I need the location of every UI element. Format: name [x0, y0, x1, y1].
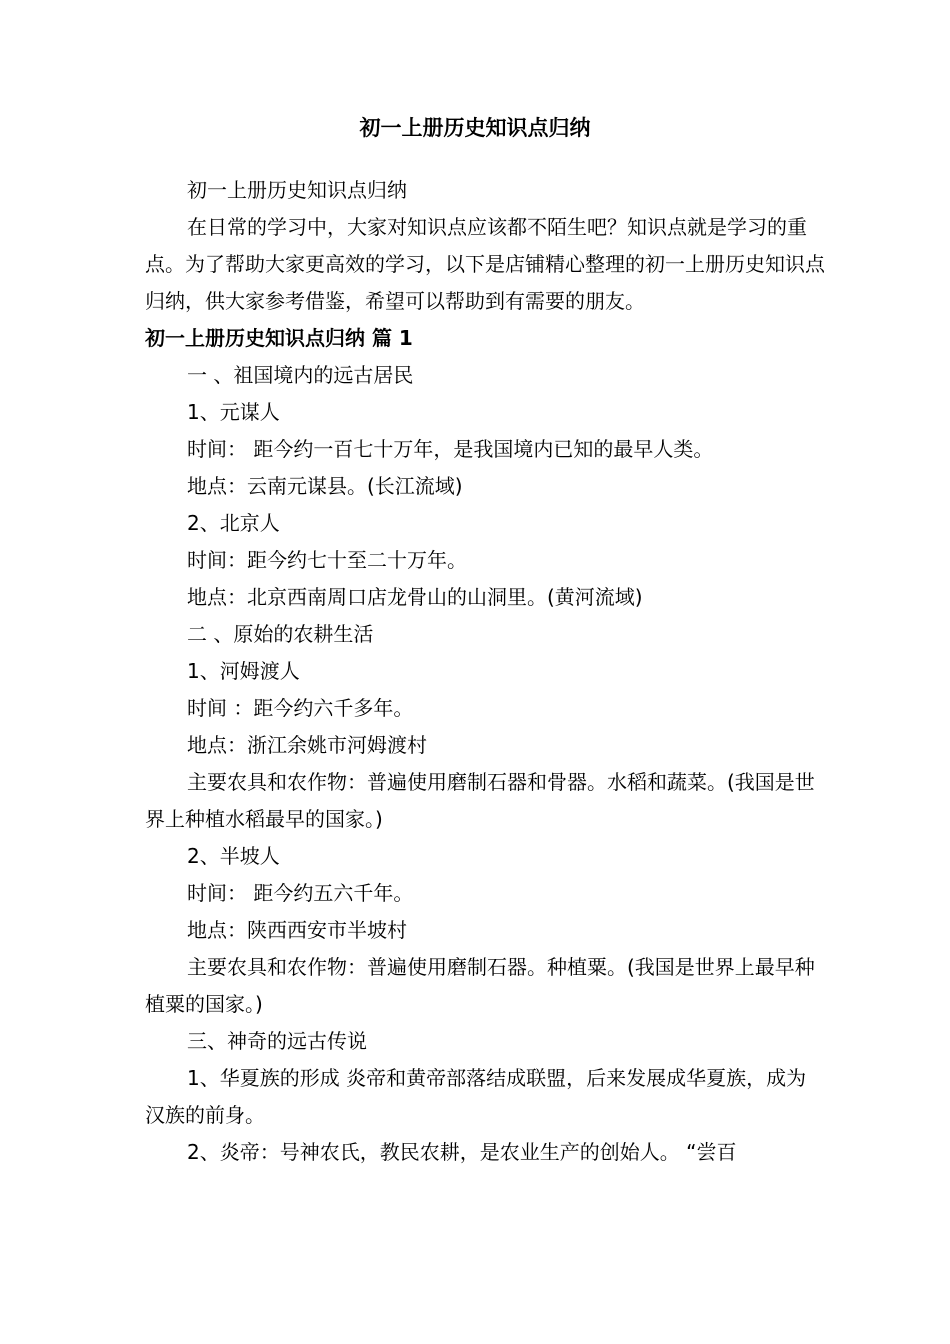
paragraph: 2、半坡人: [187, 844, 280, 868]
paragraph: 主要农具和农作物：普遍使用磨制石器。种植粟。(我国是世界上最早种植粟的国家。): [145, 955, 815, 1016]
paragraph: 1、元谋人: [187, 400, 280, 424]
paragraph: 1、华夏族的形成 炎帝和黄帝部落结成联盟，后来发展成华夏族，成为汉族的前身。: [145, 1066, 807, 1127]
paragraph: 在日常的学习中，大家对知识点应该都不陌生吧？知识点就是学习的重点。为了帮助大家更高效的学习，以下是店铺精心整理的初一上册历史知识点归纳，供大家参考借鉴，希望可以帮助到有需要的朋友。: [145, 215, 825, 313]
paragraph: 地点：北京西南周口店龙骨山的山洞里。(黄河流域): [187, 585, 643, 609]
paragraph: 时间 ：距今约六千多年。: [187, 696, 414, 720]
paragraph: 二 、原始的农耕生活: [187, 622, 374, 646]
document-title: 初一上册历史知识点归纳: [359, 116, 591, 140]
paragraph: 1、河姆渡人: [187, 659, 300, 683]
document-body: [145, 172, 825, 1171]
paragraph: 三、神奇的远古传说: [187, 1029, 367, 1053]
paragraph: 地点：陕西西安市半坡村: [187, 918, 407, 942]
paragraph: 地点：浙江余姚市河姆渡村: [187, 733, 427, 757]
paragraph: 时间： 距今约五六千年。: [187, 881, 414, 905]
paragraph: 2、炎帝：号神农氏，教民农耕，是农业生产的创始人。 “尝百: [187, 1140, 737, 1164]
paragraph: 主要农具和农作物：普遍使用磨制石器和骨器。水稻和蔬菜。(我国是世界上种植水稻最早的国家。): [145, 770, 815, 831]
paragraph: 2、北京人: [187, 511, 280, 535]
section-heading: 初一上册历史知识点归纳 篇 1: [145, 326, 413, 350]
paragraph: 一 、祖国境内的远古居民: [187, 363, 414, 387]
paragraph: 初一上册历史知识点归纳: [187, 178, 407, 202]
paragraph: 时间： 距今约一百七十万年，是我国境内已知的最早人类。: [187, 437, 714, 461]
paragraph: 时间：距今约七十至二十万年。: [187, 548, 467, 572]
paragraph: 地点：云南元谋县。(长江流域): [187, 474, 463, 498]
